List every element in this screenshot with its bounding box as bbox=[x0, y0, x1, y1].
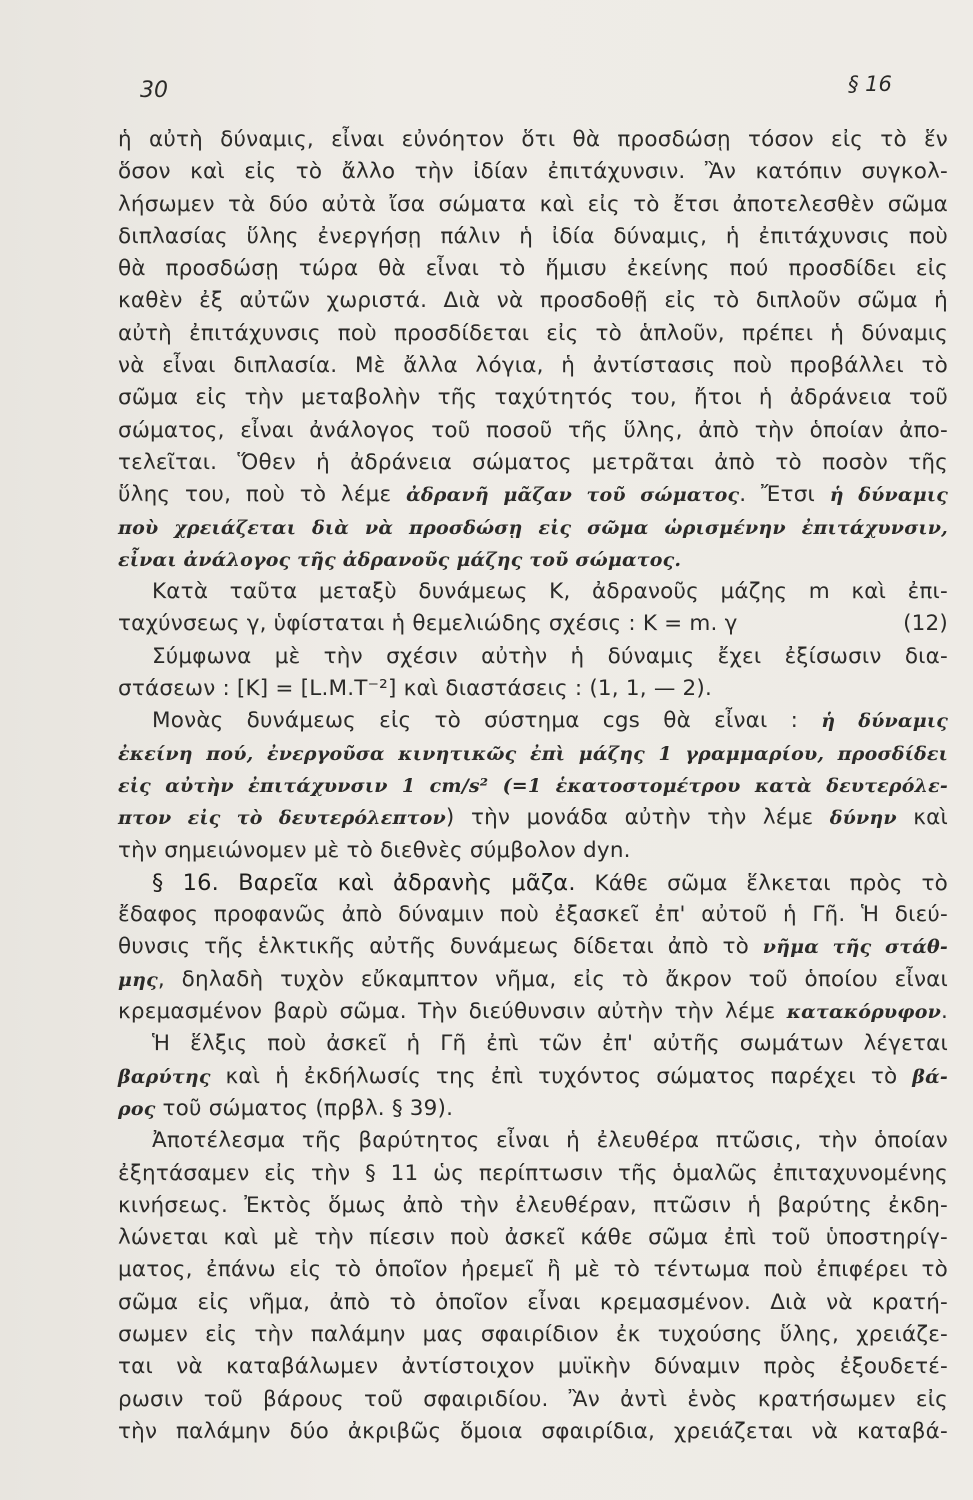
section-reference: § 16 bbox=[848, 72, 892, 96]
page-number: 30 bbox=[140, 78, 168, 103]
equation-line: ταχύνσεως γ, ὑφίσταται ἡ θεμελιώδης σχέσις : Κ = m. γ (12) bbox=[118, 608, 948, 640]
text-line: τελεῖται. Ὅθεν ἡ ἀδράνεια σώματος μετρᾶται ἀπὸ τὸ ποσὸν τῆς bbox=[118, 449, 948, 475]
section-heading-line: § 16. Βαρεῖα καὶ ἀδρανὴς μᾶζα. Κάθε σῶμα ἕλκεται πρὸς τὸ bbox=[152, 869, 948, 896]
text-line: ἐκείνη πού, ἐνεργοῦσα κινητικῶς ἐπὶ μάζης 1 γραμμαρίου, προσδίδει bbox=[118, 742, 948, 765]
text-line: Κατὰ ταῦτα μεταξὺ δυνάμεως Κ, ἀδρανοῦς μάζης m καὶ ἐπι- bbox=[152, 579, 948, 605]
emphasis-text: πτον εἰς τὸ δευτερόλεπτον bbox=[118, 807, 446, 830]
text-line: ποὺ χρειάζεται διὰ νὰ προσδώσῃ εἰς σῶμα ὡρισμένην ἐπιτάχυνσιν, bbox=[118, 516, 948, 539]
emphasis-text: νῆμα τῆς στάθ- bbox=[762, 936, 948, 959]
emphasis-text: ἡ δύναμις bbox=[829, 484, 948, 507]
text-line: ρωσιν τοῦ βάρους τοῦ σφαιριδίου. Ἂν ἀντὶ ἑνὸς κρατήσωμεν εἰς bbox=[118, 1386, 948, 1412]
text-line: βαρύτης καὶ ἡ ἐκδήλωσίς της ἐπὶ τυχόντος σώματος παρέχει τὸ βά- bbox=[118, 1063, 948, 1089]
text-line: ὅσον καὶ εἰς τὸ ἄλλο τὴν ἰδίαν ἐπιτάχυνσιν. Ἂν κατόπιν συγκολ- bbox=[118, 159, 948, 185]
text-line: σώματος, εἶναι ἀνάλογος τοῦ ποσοῦ τῆς ὕλης, ἀπὸ τὴν ὁποίαν ἀπο- bbox=[118, 417, 948, 443]
text-line: σῶμα εἰς τὴν μεταβολὴν τῆς ταχύτητός του, ἤτοι ἡ ἀδράνεια τοῦ bbox=[118, 385, 948, 411]
text-line: ὕλης του, ποὺ τὸ λέμε ἀδρανῆ μᾶζαν τοῦ σώματος. Ἔτσι ἡ δύναμις bbox=[118, 482, 948, 508]
text-line: θυνσις τῆς ἑλκτικῆς αὐτῆς δυνάμεως δίδεται ἀπὸ τὸ νῆμα τῆς στάθ- bbox=[118, 934, 948, 960]
text-line: εἶναι ἀνάλογος τῆς ἀδρανοῦς μάζης τοῦ σώματος. bbox=[118, 548, 682, 571]
text-line: εἰς αὐτὴν ἐπιτάχυνσιν 1 cm/s² (=1 ἑκατοστομέτρου κατὰ δευτερόλε- bbox=[118, 774, 948, 797]
text-line: κρεμασμένον βαρὺ σῶμα. Τὴν διεύθυνσιν αὐτὴν τὴν λέμε κατακόρυφον. bbox=[118, 999, 948, 1025]
text-line: ἡ αὐτὴ δύναμις, εἶναι εὐνόητον ὅτι θὰ προσδώσῃ τόσον εἰς τὸ ἕν bbox=[118, 127, 948, 152]
text-line: σωμεν εἰς τὴν παλάμην μας σφαιρίδιον ἐκ τυχούσης ὕλης, χρειάζε- bbox=[118, 1321, 948, 1347]
text-line: Σύμφωνα μὲ τὴν σχέσιν αὐτὴν ἡ δύναμις ἔχει ἐξίσωσιν δια- bbox=[152, 643, 948, 669]
text-line: διπλασίας ὕλης ἐνεργήσῃ πάλιν ἡ ἰδία δύναμις, ἡ ἐπιτάχυνσις ποὺ bbox=[118, 223, 948, 249]
text-line: θὰ προσδώσῃ τώρα θὰ εἶναι τὸ ἥμισυ ἐκείνης πού προσδίδει εἰς bbox=[118, 256, 948, 282]
text-line: λώνεται καὶ μὲ τὴν πίεσιν ποὺ ἀσκεῖ κάθε σῶμα ἐπὶ τοῦ ὑποστηρίγ- bbox=[118, 1225, 948, 1251]
text-line: αὐτὴ ἐπιτάχυνσις ποὺ προσδίδεται εἰς τὸ ἁπλοῦν, πρέπει ἡ δύναμις bbox=[118, 320, 948, 346]
text-line: πτον εἰς τὸ δευτερόλεπτον) τὴν μονάδα αὐτὴν τὴν λέμε δύνην καὶ bbox=[118, 805, 948, 831]
text-line: τὴν παλάμην δύο ἀκριβῶς ὅμοια σφαιρίδια, χρειάζεται νὰ καταβά- bbox=[118, 1418, 948, 1444]
text-line: ρος τοῦ σώματος (πρβλ. § 39). bbox=[118, 1095, 454, 1121]
text-line: καθὲν ἐξ αὐτῶν χωριστά. Διὰ νὰ προσδοθῇ εἰς τὸ διπλοῦν σῶμα ἡ bbox=[118, 288, 948, 314]
text-line: κινήσεως. Ἐκτὸς ὅμως ἀπὸ τὴν ἐλευθέραν, πτῶσιν ἡ βαρύτης ἐκδη- bbox=[118, 1192, 948, 1218]
text-line: ματος, ἐπάνω εἰς τὸ ὁποῖον ἠρεμεῖ ἢ μὲ τὸ τέντωμα ποὺ ἐπιφέρει τὸ bbox=[118, 1257, 948, 1283]
page-header bbox=[0, 72, 973, 108]
text-line: Μονὰς δυνάμεως εἰς τὸ σύστημα cgs θὰ εἶναι : ἡ δύναμις bbox=[152, 708, 948, 734]
text-line: ται νὰ καταβάλωμεν ἀντίστοιχον μυϊκὴν δύναμιν πρὸς ἐξουδετέ- bbox=[118, 1354, 948, 1380]
equation-number: (12) bbox=[903, 611, 948, 637]
text-line: νὰ εἶναι διπλασία. Μὲ ἄλλα λόγια, ἡ ἀντίστασις ποὺ προβάλλει τὸ bbox=[118, 353, 948, 379]
emphasis-text: μης bbox=[118, 968, 158, 991]
text-line: στάσεων : [Κ] = [L.M.T⁻²] καὶ διαστάσεις : (1, 1, — 2). bbox=[118, 676, 713, 702]
emphasis-text: δύνην bbox=[829, 807, 897, 830]
text-line: ἐξητάσαμεν εἰς τὴν § 11 ὡς περίπτωσιν τῆς ὁμαλῶς ἐπιταχυνομένης bbox=[118, 1160, 948, 1186]
text-line: ἔδαφος προφανῶς ἀπὸ δύναμιν ποὺ ἐξασκεῖ ἐπ' αὐτοῦ ἡ Γῆ. Ἡ διεύ- bbox=[118, 902, 948, 928]
section-heading: § 16. Βαρεῖα καὶ ἀδρανὴς μᾶζα. bbox=[152, 869, 576, 896]
emphasis-text: ἀδρανῆ μᾶζαν τοῦ σώματος bbox=[406, 484, 740, 507]
text-line: Ἡ ἕλξις ποὺ ἀσκεῖ ἡ Γῆ ἐπὶ τῶν ἐπ' αὐτῆς σωμάτων λέγεται bbox=[152, 1031, 948, 1057]
text-line: σῶμα εἰς νῆμα, ἀπὸ τὸ ὁποῖον εἶναι κρεμασμένον. Διὰ νὰ κρατή- bbox=[118, 1289, 948, 1315]
emphasis-text: ρος bbox=[118, 1097, 156, 1120]
emphasis-text: βά- bbox=[912, 1065, 948, 1088]
text-line: Ἀποτέλεσμα τῆς βαρύτητος εἶναι ἡ ἐλευθέρα πτῶσις, τὴν ὁποίαν bbox=[152, 1128, 948, 1154]
text-line: λήσωμεν τὰ δύο αὐτὰ ἴσα σώματα καὶ εἰς τὸ ἔτσι ἀποτελεσθὲν σῶμα bbox=[118, 191, 948, 217]
body-text bbox=[118, 124, 948, 1448]
text-line: μης, δηλαδὴ τυχὸν εὔκαμπτον νῆμα, εἰς τὸ ἄκρον τοῦ ὁποίου εἶναι bbox=[118, 966, 948, 992]
text-line: τὴν σημειώνομεν μὲ τὸ διεθνὲς σύμβολον dyn. bbox=[118, 837, 631, 863]
emphasis-text: ἡ δύναμις bbox=[821, 710, 948, 733]
emphasis-text: βαρύτης bbox=[118, 1065, 211, 1088]
emphasis-text: κατακόρυφον bbox=[786, 1001, 941, 1024]
